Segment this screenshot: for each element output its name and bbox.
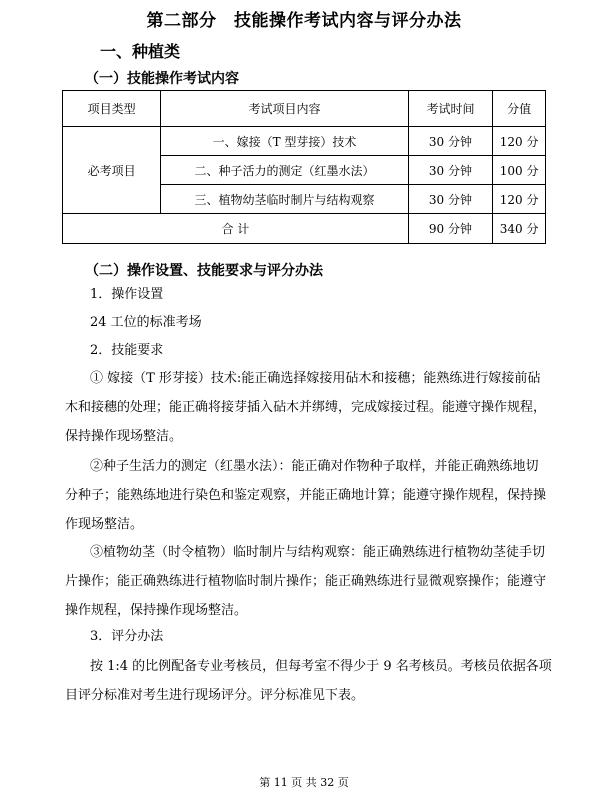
page-heading: 第二部分 技能操作考试内容与评分办法 — [146, 11, 462, 31]
skill-seed-first-line: ②种子生活力的测定（红墨水法）：能正确对作物种子取样，并能正确熟练地切 — [90, 459, 539, 474]
subsection-title-settings: （二）操作设置、技能要求与评分办法 — [85, 263, 323, 279]
row-content: 三、植物幼茎临时制片与结构观察 — [161, 185, 408, 214]
scoring-first-line: 按 1:4 的比例配备专业考核员，但每考室不得少于 9 名考核员。考核员依据各项 — [90, 659, 552, 674]
table-row — [63, 127, 546, 156]
row-content: 一、嫁接（T 型芽接）技术 — [161, 127, 408, 156]
item-scoring-method: 3．评分办法 — [90, 629, 164, 644]
item-skill-requirements: 2．技能要求 — [90, 343, 164, 358]
exam-content-table — [62, 90, 546, 244]
table-header-row — [63, 91, 546, 127]
skill-grafting-rest: 木和接穗的处理；能正确将接芽插入砧木并绑缚，完成嫁接过程。能遵守操作规程，保持操作现场整洁。 — [65, 400, 547, 444]
item-operation-setup: 1．操作设置 — [90, 287, 164, 302]
row-time: 30 分钟 — [408, 156, 492, 185]
header-score: 分值 — [493, 91, 546, 127]
header-exam-content: 考试项目内容 — [161, 91, 408, 127]
header-project-type: 项目类型 — [63, 91, 161, 127]
row-content: 二、种子活力的测定（红墨水法） — [161, 156, 408, 185]
row-score: 120 分 — [493, 127, 546, 156]
scoring-paragraph — [90, 652, 552, 681]
skill-section-paragraph — [90, 538, 548, 567]
header-exam-time: 考试时间 — [408, 91, 492, 127]
subsection-title-exam-content: （一）技能操作考试内容 — [85, 71, 239, 87]
scoring-rest: 目评分标准对考生进行现场评分。评分标准见下表。 — [65, 688, 365, 703]
item-operation-setup-text: 24 工位的标准考场 — [90, 315, 202, 330]
section-title: 一、种植类 — [100, 42, 181, 61]
total-score: 340 分 — [493, 214, 546, 244]
skill-section-first-line: ③植物幼茎（时令植物）临时制片与结构观察：能正确熟练进行植物幼茎徒手切 — [90, 545, 546, 560]
total-time: 90 分钟 — [408, 214, 492, 244]
required-group-label: 必考项目 — [63, 127, 161, 214]
table-total-row — [63, 214, 546, 244]
skill-seed-rest: 分种子；能熟练地进行染色和鉴定观察，并能正确地计算；能遵守操作规程，保持操作现场整洁。 — [65, 488, 547, 532]
row-score: 100 分 — [493, 156, 546, 185]
skill-seed-paragraph — [90, 452, 548, 481]
skill-grafting-first-line: ① 嫁接（T 形芽接）技术:能正确选择嫁接用砧木和接穗；能熟练进行嫁接前砧 — [90, 371, 541, 386]
page-footer: 第 11 页 共 32 页 — [259, 776, 349, 789]
row-score: 120 分 — [493, 185, 546, 214]
skill-grafting-paragraph — [90, 364, 548, 393]
total-label: 合 计 — [63, 214, 409, 244]
row-time: 30 分钟 — [408, 127, 492, 156]
row-time: 30 分钟 — [408, 185, 492, 214]
skill-section-rest: 片操作；能正确熟练进行植物临时制片操作；能正确熟练进行显微观察操作；能遵守操作规程，保持操作现场整洁。 — [65, 574, 547, 618]
